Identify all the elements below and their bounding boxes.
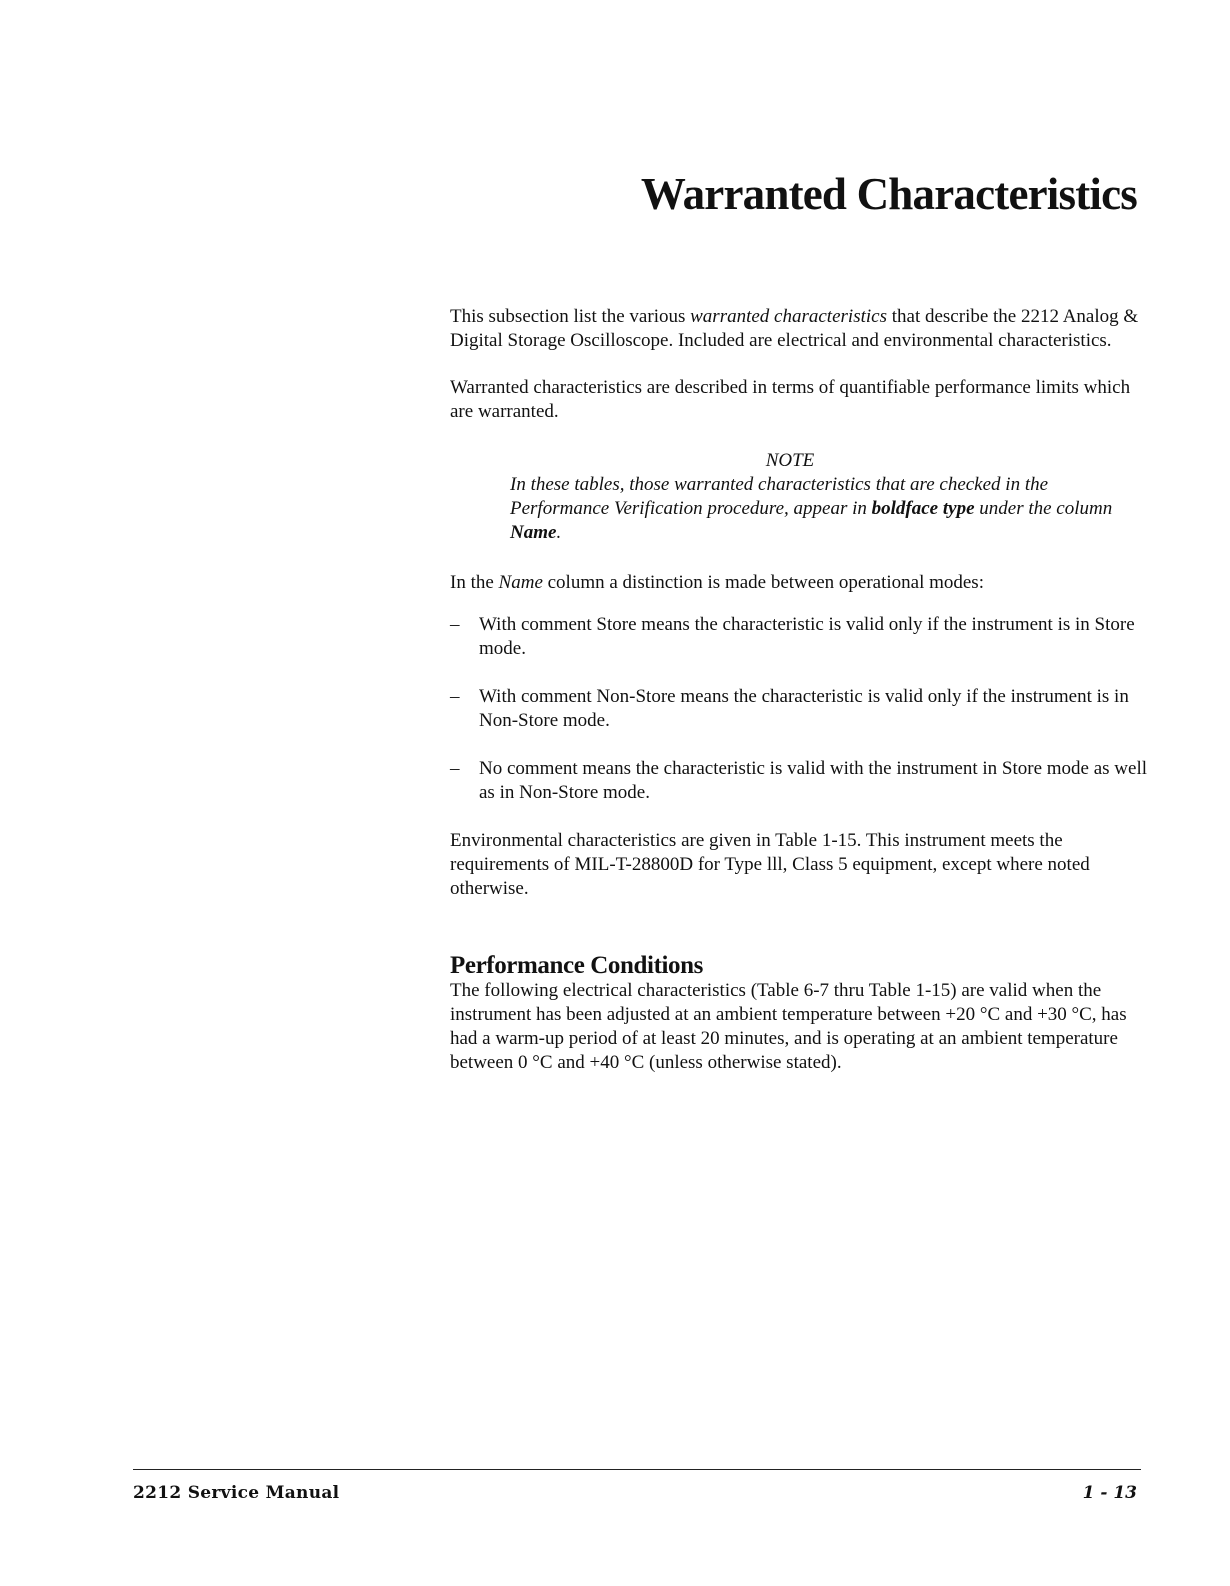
intro-paragraph [450,305,1150,353]
dash-bullet: – [450,686,460,707]
intro-emphasis: warranted characteristics [690,306,887,327]
list-item-text: No comment means the characteristic is valid with the instrument in Store mode as well as in Non-Store mode. [479,758,1147,803]
environmental-paragraph: Environmental characteristics are given in Table 1-15. This instrument meets the requirements of MIL-T-28800D for Type lll, Class 5 equipment, except where noted otherwise. [450,830,1090,899]
note-text-post: . [556,522,562,543]
dash-bullet: – [450,614,460,635]
note-heading: NOTE [765,450,815,471]
note-text-pre: In these tables, those warranted characteristics that are checked in the Performance Verification procedure, appear in [510,474,1049,519]
note-bold-boldface: boldface type [871,498,975,519]
page-title: Warranted Characteristics [640,169,1137,219]
footer-page-number: 1 - 13 [1082,1483,1137,1503]
intro-text-pre: This subsection list the various [450,306,691,327]
list-item-text: With comment Store means the characteristic is valid only if the instrument is in Store mode. [479,614,1135,659]
name-text-pre: In the [450,572,499,593]
intro-text-post: that describe the 2212 Analog & Digital Storage Oscilloscope. Included are electrical and environmental characteristics. [450,306,1139,351]
name-text-post: column a distinction is made between operational modes: [542,572,984,593]
section-paragraph: The following electrical characteristics (Table 6-7 thru Table 1-15) are valid when the instrument has been adjusted at an ambient temperature between +20 °C and +30 °C, has had a warm-up period of at least 20 minutes, and is operating at an ambient temperature between 0 °C and +40 °C (unless otherwise stated). [450,980,1127,1073]
body-column [450,305,1150,1075]
section-heading: Performance Conditions [450,952,703,979]
dash-bullet: – [450,758,460,779]
footer-manual-title: 2212 Service Manual [133,1483,340,1503]
mode-list [450,613,1150,805]
note-text-mid: under the column [974,498,1113,519]
list-item [450,757,1150,805]
footer-rule [133,1469,1141,1470]
name-column-paragraph [450,571,1150,595]
note-text [510,473,1130,545]
warranted-paragraph: Warranted characteristics are described in terms of quantifiable performance limits which are warranted. [450,377,1131,422]
list-item [450,685,1150,733]
list-item-text: With comment Non-Store means the characteristic is valid only if the instrument is in Non-Store mode. [479,686,1129,731]
list-item [450,613,1150,661]
note-bold-name: Name [510,522,557,543]
note-block [510,449,1130,545]
name-emphasis: Name [498,572,543,593]
